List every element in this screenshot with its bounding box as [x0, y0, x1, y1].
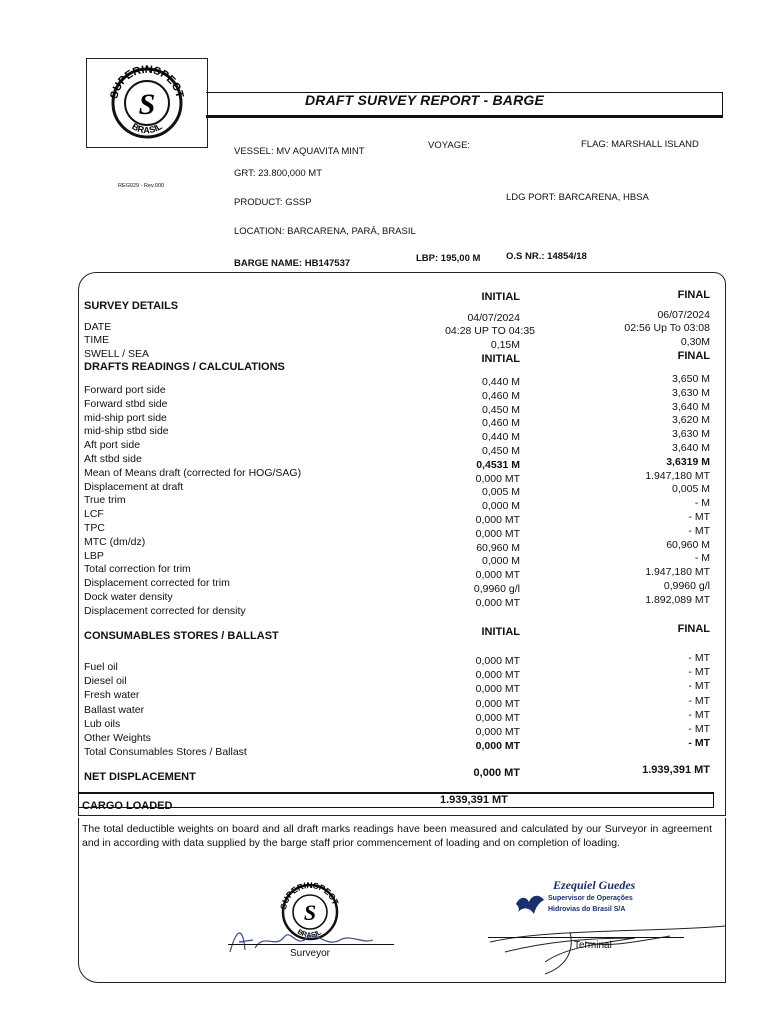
svg-text:BRASIL: BRASIL [130, 121, 164, 136]
product-field: PRODUCT: GSSP [234, 197, 312, 208]
survey-details-heading: SURVEY DETAILS [84, 300, 179, 312]
net-displacement-label: NET DISPLACEMENT [84, 771, 196, 783]
row-label: Displacement corrected for density [84, 604, 246, 617]
row-final-value: 3,640 M [672, 442, 710, 454]
row-initial-value: 0,000 MT [475, 669, 520, 682]
row-label: Forward port side [84, 384, 166, 396]
terminal-line [488, 937, 684, 938]
surveyor-line [228, 944, 394, 945]
row-initial-value: 0,000 M [482, 555, 520, 568]
drafts-heading: DRAFTS READINGS / CALCULATIONS [84, 361, 285, 373]
row-final-value: - MT [688, 737, 710, 750]
location-field: LOCATION: BARCARENA, PARÁ, BRASIL [234, 226, 416, 237]
row-label: Other Weights [84, 732, 151, 744]
row-final-value: - MT [688, 511, 710, 523]
row-initial-value: 0,4531 M [476, 458, 520, 471]
row-label: Fuel oil [84, 661, 118, 673]
row-final-value: - MT [688, 652, 710, 664]
row-initial-value: 60,960 M [476, 541, 520, 554]
row-initial-value: 0,005 M [482, 486, 520, 499]
row-label: mid-ship port side [84, 411, 167, 424]
row-final-value: - MT [688, 666, 710, 679]
flag-field: FLAG: MARSHALL ISLAND [581, 139, 699, 150]
net-displacement-initial: 0,000 MT [473, 767, 520, 779]
row-final-value: - M [694, 552, 710, 565]
row-initial-value: 0,000 MT [475, 514, 520, 526]
time-final: 02:56 Up To 03:08 [624, 322, 710, 334]
row-initial-value: 0,000 MT [475, 726, 520, 738]
superinspect-logo [87, 59, 207, 147]
row-final-value: 3,650 M [672, 373, 710, 385]
row-final-value: 3,630 M [672, 428, 710, 441]
vessel-field: VESSEL: MV AQUAVITA MINT [234, 146, 365, 157]
row-label: TPC [84, 522, 105, 534]
row-final-value: 3,630 M [672, 386, 710, 399]
row-label: Total correction for trim [84, 563, 191, 576]
date-final: 06/07/2024 [657, 309, 710, 321]
row-initial-value: 0,450 M [482, 403, 520, 416]
row-final-value: 3,640 M [672, 400, 710, 413]
row-label: Displacement corrected for trim [84, 577, 230, 590]
svg-text:SUPERINSPECT: SUPERINSPECT [108, 63, 186, 100]
net-displacement-final: 1.939,391 MT [642, 764, 710, 776]
row-final-value: 60,960 M [666, 538, 710, 551]
row-label: Dock water density [84, 591, 173, 603]
row-label: Lub oils [84, 717, 121, 730]
row-final-value: 1.947,180 MT [645, 566, 710, 579]
drafts-final-header: FINAL [677, 350, 710, 362]
company-logo-box [86, 58, 208, 148]
row-initial-value: 0,000 MT [475, 527, 520, 540]
survey-initial-header: INITIAL [481, 291, 520, 303]
row-label: Aft port side [84, 439, 141, 452]
grt-field: GRT: 23.800,000 MT [234, 168, 323, 179]
barge-name-field: BARGE NAME: HB147537 [234, 258, 351, 269]
row-final-value: 3,6319 M [666, 455, 710, 468]
swell-final: 0,30M [680, 336, 710, 348]
survey-final-header: FINAL [677, 289, 710, 301]
row-initial-value: 0,000 MT [475, 740, 520, 753]
row-initial-value: 0,000 MT [475, 697, 520, 710]
row-final-value: - MT [688, 694, 710, 707]
row-initial-value: 0,440 M [482, 376, 520, 388]
svg-text:SUPERINSPECT: SUPERINSPECT [278, 882, 341, 911]
svg-text:S: S [138, 88, 156, 121]
row-initial-value: 0,9960 g/l [473, 583, 520, 595]
row-initial-value: 0,000 MT [475, 655, 520, 667]
surveyor-caption: Surveyor [290, 948, 331, 959]
stamp-company: Hidrovias do Brasil S/A [548, 906, 626, 913]
row-final-value: - MT [688, 708, 710, 721]
row-initial-value: 0,000 MT [475, 596, 520, 609]
statement-paragraph: The total deductible weights on board and all draft marks readings have been measured and calculated by our Surveyor in agreement and in according with data supplied by the barge staff prior commencement of loading and on completion of loading. [82, 823, 712, 849]
stamp-role: Supervisor de Operações [548, 895, 633, 902]
cargo-loaded-label: CARGO LOADED [82, 800, 173, 812]
cargo-loaded-box [78, 792, 714, 808]
row-final-value: - MT [688, 723, 710, 735]
row-label: LBP [84, 549, 104, 562]
row-label: Ballast water [84, 703, 145, 716]
row-final-value: - MT [688, 680, 710, 693]
consumables-initial-header: INITIAL [481, 626, 520, 638]
row-initial-value: 0,000 MT [475, 569, 520, 582]
row-label: Forward stbd side [84, 397, 168, 410]
row-label: MTC (dm/dz) [84, 535, 146, 548]
date-label: DATE [84, 321, 112, 333]
row-final-value: 1.947,180 MT [645, 469, 710, 482]
svg-text:BRASIL: BRASIL [296, 928, 323, 940]
row-label: Diesel oil [84, 675, 127, 688]
row-label: LCF [84, 508, 104, 521]
row-label: True trim [84, 494, 126, 507]
row-final-value: 0,9960 g/l [663, 580, 710, 592]
row-label: Aft stbd side [84, 453, 142, 465]
form-code: REG029 - Rev.000 [118, 183, 165, 189]
row-initial-value: 0,000 M [482, 500, 520, 513]
drafts-initial-header: INITIAL [481, 353, 520, 365]
os-number-field: O.S NR.: 14854/18 [506, 251, 587, 262]
consumables-heading: CONSUMABLES STORES / BALLAST [84, 630, 279, 642]
row-label: Mean of Means draft (corrected for HOG/SAG) [84, 466, 302, 479]
row-label: mid-ship stbd side [84, 425, 169, 438]
row-final-value: - MT [688, 524, 710, 537]
row-label: Fresh water [84, 689, 140, 702]
report-title: DRAFT SURVEY REPORT - BARGE [305, 92, 545, 108]
row-label: Displacement at draft [84, 480, 184, 493]
stamp-name: Ezequiel Guedes [553, 878, 636, 892]
row-initial-value: 0,000 MT [475, 711, 520, 724]
voyage-field: VOYAGE: [428, 140, 471, 151]
consumables-final-header: FINAL [677, 623, 710, 635]
row-initial-value: 0,440 M [482, 431, 520, 444]
row-initial-value: 0,000 MT [475, 683, 520, 696]
row-initial-value: 0,460 M [482, 389, 520, 402]
loading-port-field: LDG PORT: BARCARENA, HBSA [506, 192, 649, 203]
swell-initial: 0,15M [490, 339, 520, 351]
cargo-loaded-value: 1.939,391 MT [440, 794, 508, 806]
date-initial: 04/07/2024 [467, 312, 520, 324]
time-label: TIME [84, 334, 110, 346]
lbp-field: LBP: 195,00 M [416, 253, 481, 264]
time-initial: 04:28 UP TO 04:35 [445, 325, 535, 337]
row-final-value: 3,620 M [672, 414, 710, 427]
row-initial-value: 0,000 MT [475, 472, 520, 485]
svg-text:S: S [303, 900, 317, 925]
row-final-value: 0,005 M [672, 483, 710, 496]
terminal-caption: Terminal [574, 940, 612, 951]
row-initial-value: 0,460 M [482, 417, 520, 430]
swell-label: SWELL / SEA [84, 348, 149, 360]
row-label: Total Consumables Stores / Ballast [84, 746, 247, 759]
row-final-value: - M [694, 497, 710, 510]
row-final-value: 1.892,089 MT [645, 593, 710, 606]
row-initial-value: 0,450 M [482, 445, 520, 457]
